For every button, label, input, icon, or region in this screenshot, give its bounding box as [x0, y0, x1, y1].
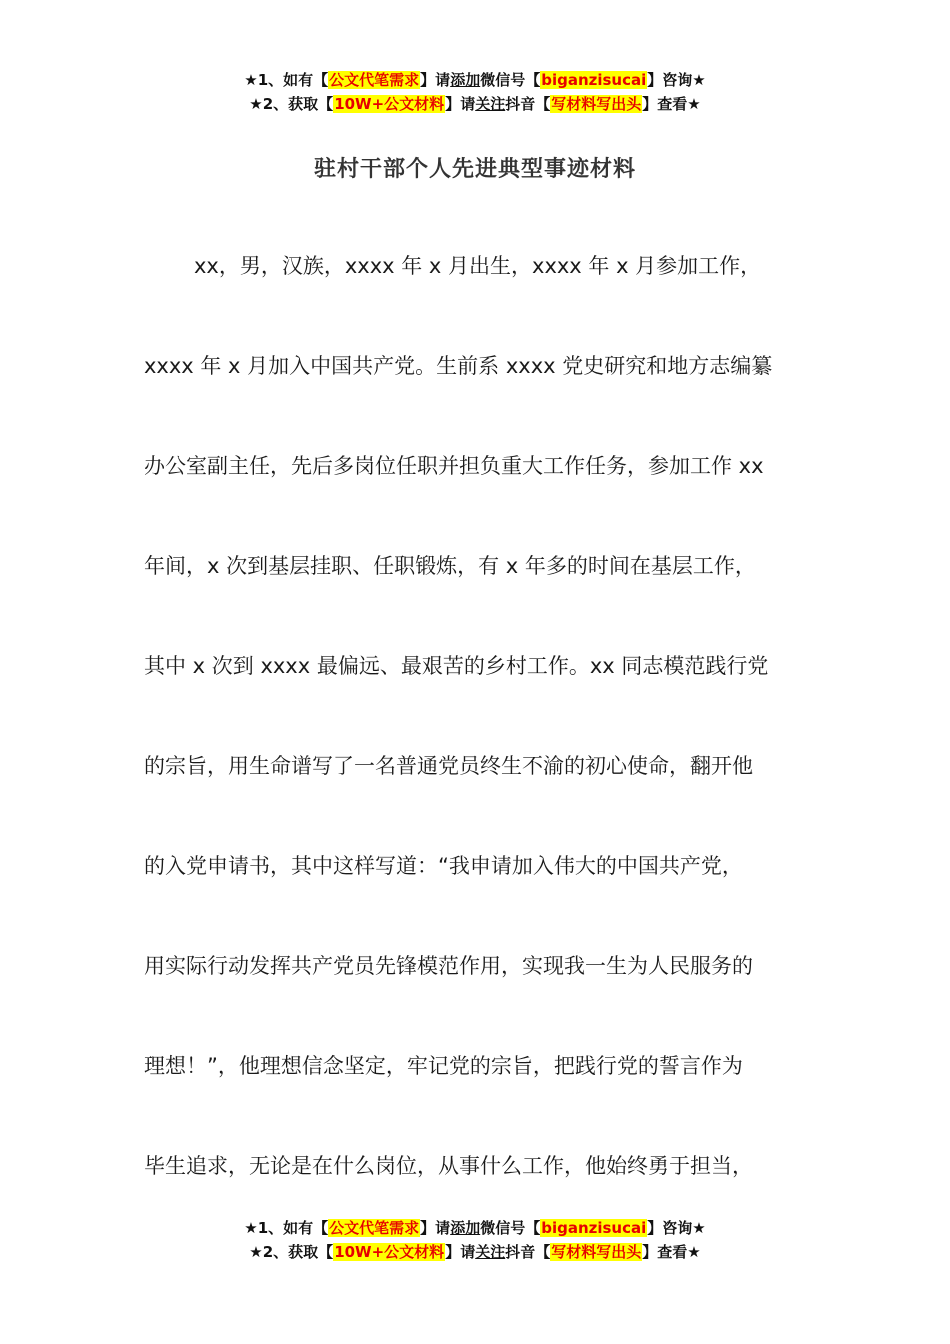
banner-highlight: 公文代笔需求 — [329, 71, 420, 89]
header-banner — [0, 68, 950, 116]
body-line: 毕生追求，无论是在什么岗位，从事什么工作，他始终勇于担当， — [144, 1154, 753, 1178]
banner-douyin-id: 写材料写出头 — [551, 95, 642, 113]
banner-line-2: ★2、获取【10W+公文材料】请关注抖音【写材料写出头】查看★ — [249, 1243, 701, 1261]
footer-banner — [0, 1216, 950, 1264]
banner-douyin-id: 写材料写出头 — [551, 1243, 642, 1261]
body-line: 理想！”，他理想信念坚定，牢记党的宗旨，把践行党的誓言作为 — [144, 1054, 743, 1078]
body-line: 的入党申请书，其中这样写道：“我申请加入伟大的中国共产党， — [144, 854, 743, 878]
banner-wechat-id: biganzisucai — [541, 1219, 647, 1237]
document-body — [144, 246, 834, 1246]
banner-highlight: 10W+公文材料 — [334, 95, 445, 113]
document-title: 驻村干部个人先进典型事迹材料 — [313, 157, 636, 182]
banner-wechat-id: biganzisucai — [541, 71, 647, 89]
banner-line-1: ★1、如有【公文代笔需求】请添加微信号【biganzisucai】咨询★ — [244, 1219, 706, 1237]
body-line: xxxx 年 x 月加入中国共产党。生前系 xxxx 党史研究和地方志编纂 — [144, 354, 773, 378]
body-line: 用实际行动发挥共产党员先锋模范作用，实现我一生为人民服务的 — [144, 954, 753, 978]
body-line: xx，男，汉族，xxxx 年 x 月出生，xxxx 年 x 月参加工作， — [194, 254, 762, 278]
body-line: 办公室副主任，先后多岗位任职并担负重大工作任务，参加工作 xx — [144, 454, 764, 478]
body-line: 其中 x 次到 xxxx 最偏远、最艰苦的乡村工作。xx 同志模范践行党 — [144, 654, 769, 678]
body-line: 的宗旨，用生命谱写了一名普通党员终生不渝的初心使命，翻开他 — [144, 754, 753, 778]
banner-line-1: ★1、如有【公文代笔需求】请添加微信号【biganzisucai】咨询★ — [244, 71, 706, 89]
banner-line-2: ★2、获取【10W+公文材料】请关注抖音【写材料写出头】查看★ — [249, 95, 701, 113]
banner-highlight: 10W+公文材料 — [334, 1243, 445, 1261]
banner-highlight: 公文代笔需求 — [329, 1219, 420, 1237]
body-line: 年间，x 次到基层挂职、任职锻炼，有 x 年多的时间在基层工作， — [144, 554, 756, 578]
